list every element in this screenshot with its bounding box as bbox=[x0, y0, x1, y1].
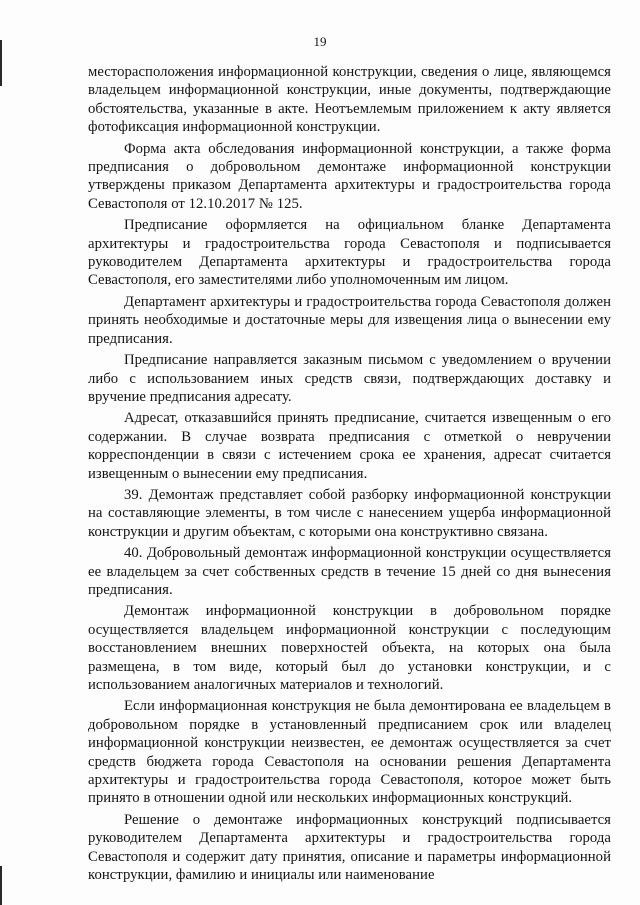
paragraph-item-39: 39. Демонтаж представляет собой разборку информационной конструкции на составляющие элементы, в том числе с нанесением ущерба информационной конструкции и другим объектам, с которыми она конструктивно связана. bbox=[88, 486, 611, 540]
paragraph: Форма акта обследования информационной конструкции, а также форма предписания о добровольном демонтаже информационной конструкции утверждены приказом Департамента архитектуры и градостроительства города Севастополя от 12.10.2017 № 125. bbox=[88, 140, 611, 212]
page-number: 19 bbox=[313, 34, 327, 49]
paragraph: Предписание направляется заказным письмом с уведомлением о вручении либо с использованием иных средств связи, подтверждающих доставку и вручение предписания адресату. bbox=[88, 352, 611, 405]
scan-edge-mark bbox=[0, 866, 2, 905]
paragraph: Решение о демонтаже информационных конструкций подписывается руководителем Департамента архитектуры и градостроительства города Севастополя и содержит дату принятия, описание и параметры информационной конструкции, фамилию и инициалы или наименование bbox=[88, 811, 611, 884]
paragraph: Адресат, отказавшийся принять предписание, считается извещенным о его содержании. В случае возврата предписания с отметкой о невручении корреспонденции в связи с истечением срока ее хранения, адресат считается извещенным о вынесении ему предписания. bbox=[88, 410, 611, 482]
paragraph: месторасположения информационной конструкции, сведения о лице, являющемся владельцем информационной конструкции, иные документы, подтверждающие обстоятельства, указанные в акте. Неотъемлемым приложением к акту является фотофиксация информационной конструкции. bbox=[88, 64, 611, 136]
paragraph-item-40: 40. Добровольный демонтаж информационной конструкции осуществляется ее владельцем за счет собственных средств в течение 15 дней со дня вынесения предписания. bbox=[88, 545, 611, 598]
paragraph: Предписание оформляется на официальном бланке Департамента архитектуры и градостроительства города Севастополя и подписывается руководителем Департамента архитектуры и градостроительства города Севастополя, его заместителями либо уполномоченным им лицом. bbox=[88, 217, 611, 289]
paragraph: Если информационная конструкция не была демонтирована ее владельцем в добровольном порядке в установленный предписанием срок или владелец информационной конструкции неизвестен, ее демонтаж осуществляется за счет средств бюджета города Севастополя на основании решения Департамента архитектуры и градостроительства города Севастополя, которое может быть принято в отношении одной или нескольких информационных конструкций. bbox=[88, 698, 611, 807]
paragraph: Демонтаж информационной конструкции в добровольном порядке осуществляется владельцем информационной конструкции с последующим восстановлением внешних поверхностей объекта, на которых она была размещена, в том виде, который был до установки конструкции, и с использованием аналогичных материалов и технологий. bbox=[88, 603, 611, 693]
paragraph: Департамент архитектуры и градостроительства города Севастополя должен принять необходимые и достаточные меры для извещения лица о вынесении ему предписания. bbox=[88, 293, 611, 347]
document-body bbox=[88, 63, 611, 887]
